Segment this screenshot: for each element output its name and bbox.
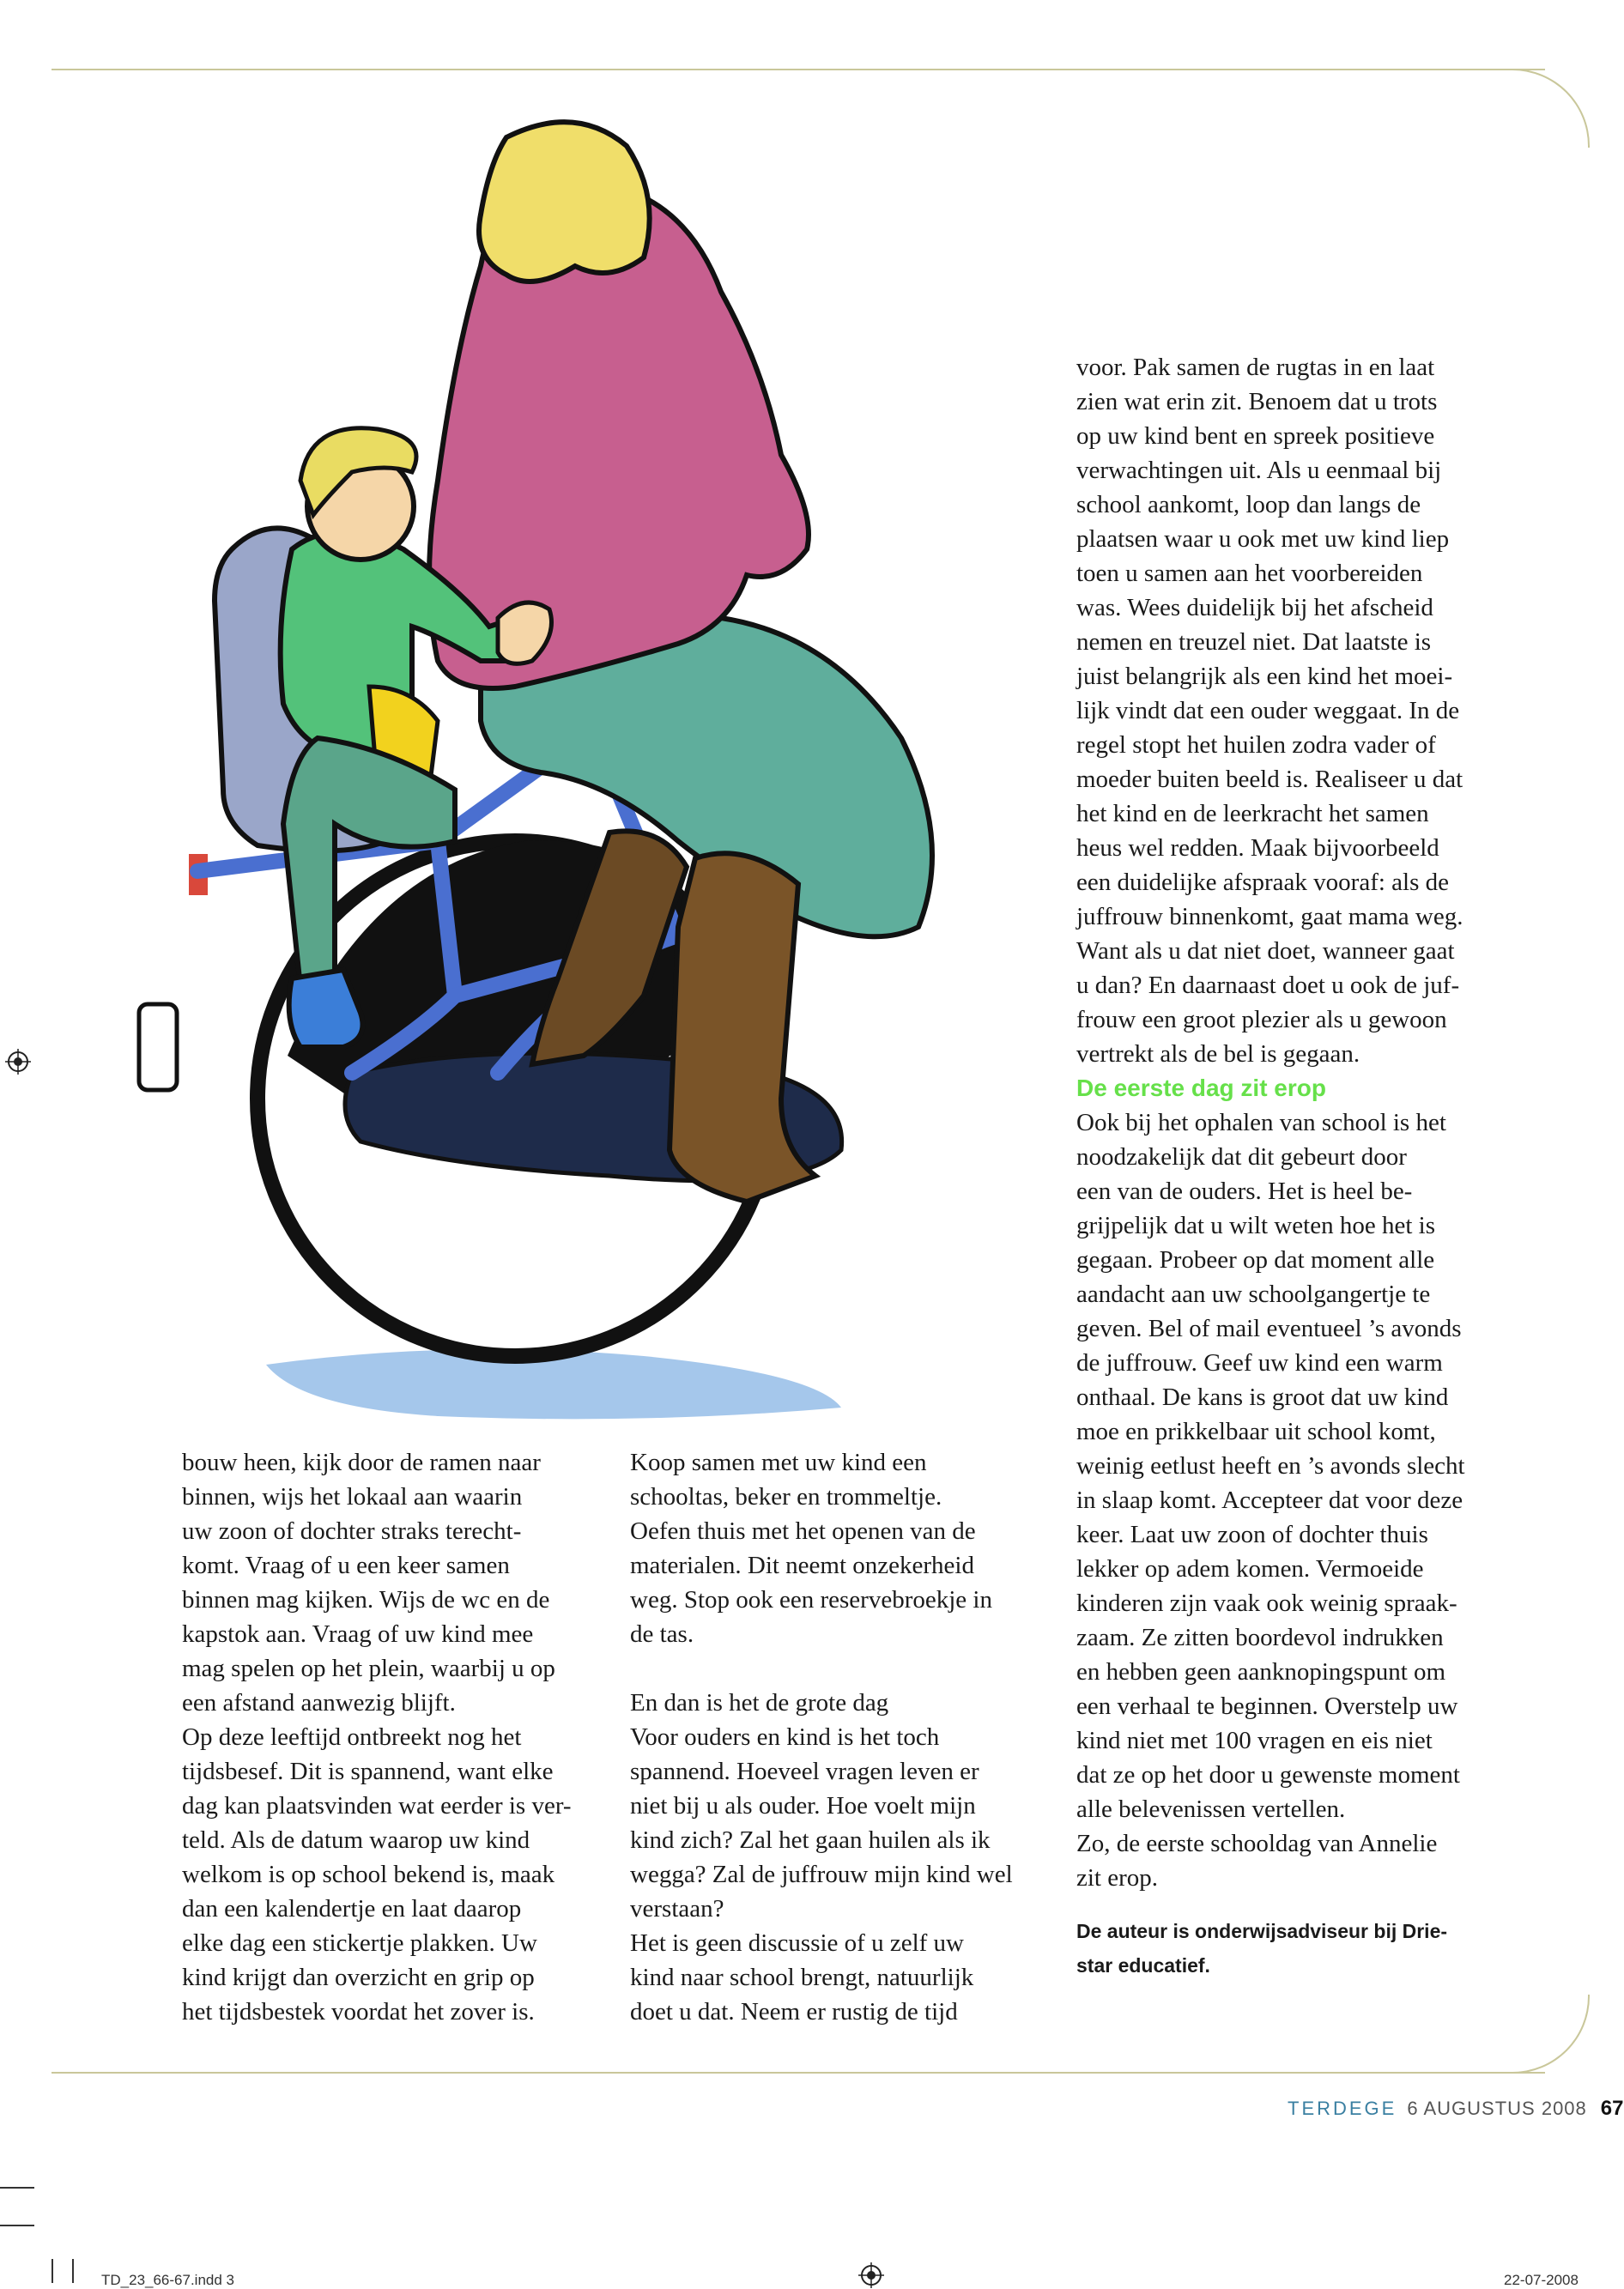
text-line: doet u dat. Neem er rustig de tijd bbox=[630, 1998, 958, 2026]
text-line: onthaal. De kans is groot dat uw kind bbox=[1076, 1384, 1449, 1411]
crop-mark bbox=[0, 2187, 34, 2189]
text-line: geven. Bel of mail eventueel ’s avonds bbox=[1076, 1315, 1462, 1342]
text-line: spannend. Hoeveel vragen leven er bbox=[630, 1758, 979, 1785]
text-line: de juffrouw. Geef uw kind een warm bbox=[1076, 1349, 1443, 1377]
text-line: juffrouw binnenkomt, gaat mama weg. bbox=[1076, 903, 1463, 930]
text-line: materialen. Dit neemt onzekerheid bbox=[630, 1552, 974, 1579]
crop-mark bbox=[72, 2259, 74, 2283]
text-line: was. Wees duidelijk bij het afscheid bbox=[1076, 594, 1433, 621]
bottom-frame-corner bbox=[1511, 1995, 1590, 2074]
text-line: uw zoon of dochter straks terecht- bbox=[182, 1517, 522, 1545]
mother-boot-front bbox=[670, 853, 815, 1202]
text-line: weg. Stop ook een reservebroekje in bbox=[630, 1586, 992, 1614]
text-line: wegga? Zal de juffrouw mijn kind wel bbox=[630, 1861, 1013, 1888]
text-line: kapstok aan. Vraag of uw kind mee bbox=[182, 1620, 534, 1648]
text-line: kind naar school brengt, natuurlijk bbox=[630, 1964, 974, 1991]
text-line: nemen en treuzel niet. Dat laatste is bbox=[1076, 628, 1432, 656]
text-line: En dan is het de grote dag bbox=[630, 1689, 889, 1717]
text-line: zaam. Ze zitten boordevol indrukken bbox=[1076, 1624, 1444, 1651]
text-line: keer. Laat uw zoon of dochter thuis bbox=[1076, 1521, 1428, 1548]
text-line: gegaan. Probeer op dat moment alle bbox=[1076, 1246, 1435, 1274]
text-line: Oefen thuis met het openen van de bbox=[630, 1517, 976, 1545]
text-line: plaatsen waar u ook met uw kind liep bbox=[1076, 525, 1450, 553]
text-line: lijk vindt dat een ouder weggaat. In de bbox=[1076, 697, 1460, 724]
text-line: toen u samen aan het voorbereiden bbox=[1076, 560, 1423, 587]
text-line: Zo, de eerste schooldag van Annelie bbox=[1076, 1830, 1438, 1857]
registration-mark-icon bbox=[858, 2262, 884, 2288]
text-line: noodzakelijk dat dit gebeurt door bbox=[1076, 1143, 1407, 1171]
text-line: u dan? En daarnaast doet u ook de juf- bbox=[1076, 972, 1460, 999]
text-line: aandacht aan uw schoolgangertje te bbox=[1076, 1281, 1431, 1308]
bottom-frame-rule bbox=[52, 2072, 1545, 2074]
author-note-line: star educatief. bbox=[1076, 1954, 1210, 1977]
top-frame-corner bbox=[1511, 69, 1590, 148]
text-line: elke dag een stickertje plakken. Uw bbox=[182, 1929, 537, 1957]
text-line: lekker op adem komen. Vermoeide bbox=[1076, 1555, 1424, 1583]
text-line: teld. Als de datum waarop uw kind bbox=[182, 1826, 530, 1854]
text-line: een afstand aanwezig blijft. bbox=[182, 1689, 456, 1717]
text-line: frouw een groot plezier als u gewoon bbox=[1076, 1006, 1447, 1033]
text-line: school aankomt, loop dan langs de bbox=[1076, 491, 1421, 518]
text-line: tijdsbesef. Dit is spannend, want elke bbox=[182, 1758, 554, 1785]
magazine-name: TERDEGE bbox=[1288, 2098, 1397, 2119]
text-line: bouw heen, kijk door de ramen naar bbox=[182, 1449, 541, 1476]
text-line: Want als u dat niet doet, wanneer gaat bbox=[1076, 937, 1455, 965]
text-line: dat ze op het door u gewenste moment bbox=[1076, 1761, 1460, 1789]
text-line: juist belangrijk als een kind het moei- bbox=[1076, 663, 1453, 690]
text-line: binnen, wijs het lokaal aan waarin bbox=[182, 1483, 523, 1511]
text-line: schooltas, beker en trommeltje. bbox=[630, 1483, 942, 1511]
middle-text-column bbox=[630, 1445, 1013, 2029]
text-line: Op deze leeftijd ontbreekt nog het bbox=[182, 1723, 522, 1751]
text-line: het tijdsbestek voordat het zover is. bbox=[182, 1998, 535, 2026]
text-line: Koop samen met uw kind een bbox=[630, 1449, 927, 1476]
crop-mark bbox=[52, 2259, 53, 2283]
text-line: kinderen zijn vaak ook weinig spraak- bbox=[1076, 1590, 1457, 1617]
text-line: kind krijgt dan overzicht en grip op bbox=[182, 1964, 535, 1991]
text-line: mag spelen op het plein, waarbij u op bbox=[182, 1655, 555, 1682]
text-line: in slaap komt. Accepteer dat voor deze bbox=[1076, 1487, 1463, 1514]
author-note bbox=[1076, 1914, 1465, 1983]
rear-reflector bbox=[139, 1004, 177, 1090]
text-line: alle belevenissen vertellen. bbox=[1076, 1795, 1346, 1823]
text-line: en hebben geen aanknopingspunt om bbox=[1076, 1658, 1446, 1686]
text-line: op uw kind bent en spreek positieve bbox=[1076, 422, 1435, 450]
text-line: Het is geen discussie of u zelf uw bbox=[630, 1929, 964, 1957]
text-line: zit erop. bbox=[1076, 1864, 1159, 1892]
text-line: weinig eetlust heeft en ’s avonds slecht bbox=[1076, 1452, 1465, 1480]
text-line: de tas. bbox=[630, 1620, 694, 1648]
section-subheading: De eerste dag zit erop bbox=[1076, 1075, 1326, 1101]
mother-hair bbox=[479, 122, 650, 282]
text-line: een duidelijke afspraak vooraf: als de bbox=[1076, 869, 1450, 896]
text-line: komt. Vraag of u een keer samen bbox=[182, 1552, 510, 1579]
bicycle-illustration bbox=[129, 69, 1021, 1408]
text-line: Ook bij het ophalen van school is het bbox=[1076, 1109, 1446, 1136]
text-line: welkom is op school bekend is, maak bbox=[182, 1861, 555, 1888]
page-folio bbox=[1288, 2097, 1624, 2121]
text-line: kind niet met 100 vragen en eis niet bbox=[1076, 1727, 1433, 1754]
text-line: een verhaal te beginnen. Overstelp uw bbox=[1076, 1693, 1458, 1720]
text-line: heus wel redden. Maak bijvoorbeeld bbox=[1076, 834, 1439, 862]
text-line: Voor ouders en kind is het toch bbox=[630, 1723, 940, 1751]
paragraph-gap bbox=[630, 1651, 1013, 1686]
text-line: kind zich? Zal het gaan huilen als ik bbox=[630, 1826, 991, 1854]
page-number: 67 bbox=[1600, 2097, 1624, 2120]
text-line: verwachtingen uit. Als u eenmaal bij bbox=[1076, 457, 1442, 484]
slug-date: 22-07-2008 bbox=[1504, 2272, 1579, 2288]
text-line: een van de ouders. Het is heel be- bbox=[1076, 1178, 1413, 1205]
text-line: voor. Pak samen de rugtas in en laat bbox=[1076, 354, 1435, 381]
text-line: binnen mag kijken. Wijs de wc en de bbox=[182, 1586, 550, 1614]
text-line: dag kan plaatsvinden wat eerder is ver- bbox=[182, 1792, 572, 1820]
right-text-column bbox=[1076, 350, 1465, 1983]
author-note-line: De auteur is onderwijsadviseur bij Drie- bbox=[1076, 1920, 1448, 1942]
left-text-column bbox=[182, 1445, 572, 2029]
issue-date: 6 AUGUSTUS 2008 bbox=[1407, 2098, 1587, 2119]
slug-filename: TD_23_66-67.indd 3 bbox=[101, 2272, 235, 2288]
text-line: regel stopt het huilen zodra vader of bbox=[1076, 731, 1436, 759]
text-line: zien wat erin zit. Benoem dat u trots bbox=[1076, 388, 1438, 415]
text-line: moe en prikkelbaar uit school komt, bbox=[1076, 1418, 1436, 1445]
text-line: moeder buiten beeld is. Realiseer u dat bbox=[1076, 766, 1463, 793]
crop-mark bbox=[0, 2225, 34, 2226]
text-line: grijpelijk dat u wilt weten hoe het is bbox=[1076, 1212, 1435, 1239]
text-line: verstaan? bbox=[630, 1895, 724, 1923]
registration-mark-icon bbox=[5, 1049, 31, 1075]
text-line: vertrekt als de bel is gegaan. bbox=[1076, 1040, 1360, 1068]
text-line: het kind en de leerkracht het samen bbox=[1076, 800, 1429, 827]
text-line: dan een kalendertje en laat daarop bbox=[182, 1895, 522, 1923]
text-line: niet bij u als ouder. Hoe voelt mijn bbox=[630, 1792, 976, 1820]
